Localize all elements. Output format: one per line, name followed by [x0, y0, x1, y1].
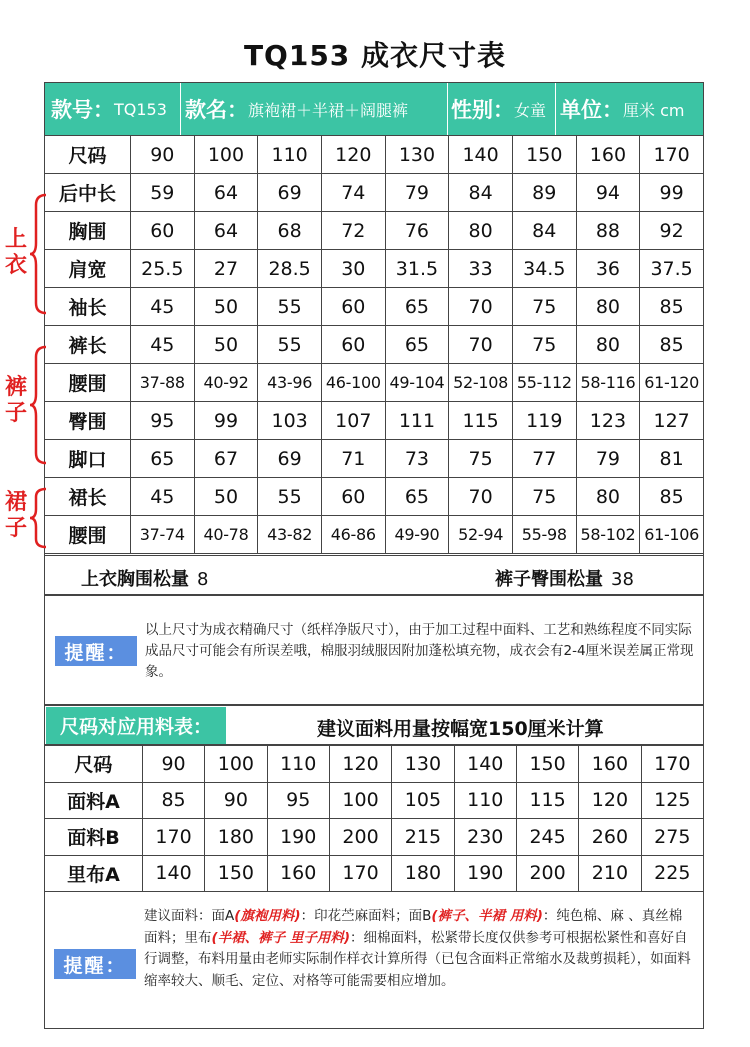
- fabric-cell: 160: [579, 746, 641, 783]
- size-row-label: 袖长: [45, 288, 131, 326]
- fabric-cell: 170: [142, 819, 204, 856]
- size-cell: 74: [321, 174, 385, 212]
- size-cell: 55: [258, 288, 322, 326]
- size-cell: 37-74: [130, 516, 194, 554]
- size-cell: 30: [321, 250, 385, 288]
- size-cell: 80: [449, 212, 513, 250]
- page-title: TQ153 成衣尺寸表: [243, 39, 507, 72]
- ease-row: [44, 555, 704, 595]
- fabric-section-title: 建议面料用量按幅宽150厘米计算: [317, 718, 604, 740]
- fabric-note-highlight: (裤子、半裙 用料): [431, 908, 543, 924]
- size-cell: 160: [576, 136, 640, 174]
- size-cell: 150: [512, 136, 576, 174]
- top-ease-label: 上衣胸围松量: [81, 569, 189, 590]
- size-row: [45, 402, 704, 440]
- top-bracket: [30, 193, 50, 315]
- size-row: [45, 440, 704, 478]
- skirt-side-label: 裙子: [4, 490, 27, 541]
- size-cell: 46-86: [321, 516, 385, 554]
- size-cell: 80: [576, 326, 640, 364]
- fabric-cell: 170: [641, 746, 703, 783]
- size-cell: 59: [130, 174, 194, 212]
- size-cell: 43-82: [258, 516, 322, 554]
- gender-label: 性别：: [451, 98, 514, 122]
- pants-ease: [495, 565, 634, 591]
- size-cell: 67: [194, 440, 258, 478]
- size-cell: 61-120: [640, 364, 704, 402]
- notice-box: [44, 595, 704, 705]
- size-row-label: 腰围: [45, 364, 131, 402]
- fabric-cell: 230: [454, 819, 516, 856]
- size-cell: 69: [258, 440, 322, 478]
- fabric-cell: 115: [516, 782, 578, 819]
- fabric-cell: 225: [641, 855, 703, 892]
- size-cell: 50: [194, 478, 258, 516]
- size-cell: 64: [194, 212, 258, 250]
- fabric-note-highlight: (旗袍用料): [234, 908, 301, 924]
- style-no-label: 款号：: [51, 98, 114, 122]
- fabric-cell: 140: [454, 746, 516, 783]
- fabric-cell: 120: [579, 782, 641, 819]
- fabric-cell: 170: [329, 855, 391, 892]
- top-side-label: 上衣: [4, 227, 27, 278]
- fabric-cell: 150: [516, 746, 578, 783]
- size-cell: 111: [385, 402, 449, 440]
- size-cell: 40-78: [194, 516, 258, 554]
- size-row: [45, 478, 704, 516]
- fabric-cell: 260: [579, 819, 641, 856]
- fabric-cell: 200: [329, 819, 391, 856]
- gender-value: 女童: [514, 100, 547, 120]
- size-cell: 27: [194, 250, 258, 288]
- style-no-value: TQ153: [114, 99, 167, 119]
- fabric-cell: 275: [641, 819, 703, 856]
- fabric-cell: 105: [392, 782, 454, 819]
- size-cell: 34.5: [512, 250, 576, 288]
- size-cell: 92: [640, 212, 704, 250]
- size-cell: 37.5: [640, 250, 704, 288]
- fabric-cell: 125: [641, 782, 703, 819]
- size-cell: 65: [385, 326, 449, 364]
- fabric-cell: 160: [267, 855, 329, 892]
- size-cell: 70: [449, 288, 513, 326]
- size-cell: 55: [258, 478, 322, 516]
- size-row-label: 肩宽: [45, 250, 131, 288]
- size-cell: 75: [512, 288, 576, 326]
- size-cell: 65: [385, 288, 449, 326]
- size-cell: 69: [258, 174, 322, 212]
- size-cell: 130: [385, 136, 449, 174]
- fabric-row-label: 里布A: [45, 855, 143, 892]
- size-cell: 95: [130, 402, 194, 440]
- fabric-row-label: 面料B: [45, 819, 143, 856]
- fabric-note-highlight: (半裙、裤子 里子用料): [211, 929, 351, 946]
- size-cell: 31.5: [385, 250, 449, 288]
- size-cell: 88: [576, 212, 640, 250]
- fabric-note-part: ：纯色棉、麻 、真丝棉 面料；里布: [144, 908, 683, 946]
- size-cell: 50: [194, 326, 258, 364]
- fabric-cell: 200: [516, 855, 578, 892]
- size-cell: 49-90: [385, 516, 449, 554]
- fabric-cell: 100: [329, 782, 391, 819]
- size-cell: 58-102: [576, 516, 640, 554]
- size-cell: 52-108: [449, 364, 513, 402]
- size-cell: 25.5: [130, 250, 194, 288]
- fabric-note-part: ：印花苎麻面料；面B: [300, 908, 432, 924]
- size-cell: 72: [321, 212, 385, 250]
- size-cell: 89: [512, 174, 576, 212]
- pants-ease-label: 裤子臀围松量: [495, 569, 603, 590]
- size-cell: 77: [512, 440, 576, 478]
- size-cell: 94: [576, 174, 640, 212]
- size-cell: 80: [576, 478, 640, 516]
- size-cell: 61-106: [640, 516, 704, 554]
- size-row: [45, 326, 704, 364]
- size-cell: 76: [385, 212, 449, 250]
- size-cell: 75: [512, 478, 576, 516]
- fabric-cell: 130: [392, 746, 454, 783]
- unit-value: 厘米 cm: [623, 100, 685, 120]
- size-cell: 55-98: [512, 516, 576, 554]
- size-cell: 85: [640, 288, 704, 326]
- fabric-table: [44, 745, 704, 892]
- size-row-label: 后中长: [45, 174, 131, 212]
- fabric-cell: 180: [392, 855, 454, 892]
- unit-label: 单位：: [560, 98, 623, 122]
- size-cell: 170: [640, 136, 704, 174]
- fabric-note-part: 建议面料：面A: [144, 908, 235, 924]
- size-row-label: 胸围: [45, 212, 131, 250]
- size-cell: 103: [258, 402, 322, 440]
- fabric-cell: 95: [267, 782, 329, 819]
- size-cell: 119: [512, 402, 576, 440]
- style-name-value: 旗袍裙＋半裙＋阔腿裤: [248, 100, 409, 120]
- size-cell: 107: [321, 402, 385, 440]
- size-cell: 73: [385, 440, 449, 478]
- unit-cell: [556, 83, 703, 135]
- size-table: [44, 135, 704, 554]
- size-cell: 46-100: [321, 364, 385, 402]
- fabric-row: [45, 855, 704, 892]
- size-row: [45, 250, 704, 288]
- fabric-row: [45, 782, 704, 819]
- fabric-row-label: 面料A: [45, 782, 143, 819]
- size-cell: 55: [258, 326, 322, 364]
- size-cell: 64: [194, 174, 258, 212]
- size-cell: 33: [449, 250, 513, 288]
- size-cell: 60: [321, 326, 385, 364]
- fabric-cell: 90: [205, 782, 267, 819]
- size-cell: 79: [576, 440, 640, 478]
- fabric-row: [45, 819, 704, 856]
- fabric-note-part: ：细棉面料，松紧带长度仅供参考可根据松紧性和喜好自行调整，布料用量由老师实际制作样衣计算所得（已包含面料正常缩水及裁剪损耗），如面料缩率较大、顺毛、定位、对格等可能需要相应增加。: [144, 929, 691, 989]
- style-name-label: 款名：: [185, 98, 248, 122]
- style-no-cell: [45, 83, 181, 135]
- size-cell: 60: [130, 212, 194, 250]
- fabric-cell: 90: [142, 746, 204, 783]
- size-cell: 99: [640, 174, 704, 212]
- size-cell: 99: [194, 402, 258, 440]
- fabric-cell: 140: [142, 855, 204, 892]
- size-cell: 90: [130, 136, 194, 174]
- fabric-cell: 190: [267, 819, 329, 856]
- size-cell: 70: [449, 326, 513, 364]
- size-cell: 84: [512, 212, 576, 250]
- fabric-notice-badge: 提醒：: [54, 949, 136, 979]
- size-cell: 28.5: [258, 250, 322, 288]
- size-cell: 65: [130, 440, 194, 478]
- fabric-row: [45, 746, 704, 783]
- size-cell: 60: [321, 478, 385, 516]
- skirt-bracket: [30, 487, 50, 549]
- size-cell: 60: [321, 288, 385, 326]
- fabric-cell: 150: [205, 855, 267, 892]
- size-cell: 100: [194, 136, 258, 174]
- size-cell: 37-88: [130, 364, 194, 402]
- size-cell: 71: [321, 440, 385, 478]
- size-row-label: 尺码: [45, 136, 131, 174]
- size-cell: 65: [385, 478, 449, 516]
- header-bar: [45, 83, 703, 135]
- size-cell: 85: [640, 478, 704, 516]
- top-ease-value: 8: [197, 569, 209, 590]
- size-cell: 68: [258, 212, 322, 250]
- fabric-cell: 85: [142, 782, 204, 819]
- pants-ease-value: 38: [611, 569, 634, 590]
- size-row-label: 腰围: [45, 516, 131, 554]
- size-cell: 85: [640, 326, 704, 364]
- size-row: [45, 136, 704, 174]
- fabric-section-bar: [44, 705, 704, 745]
- size-row: [45, 174, 704, 212]
- size-row-label: 脚口: [45, 440, 131, 478]
- style-name-cell: [181, 83, 448, 135]
- size-cell: 81: [640, 440, 704, 478]
- size-cell: 123: [576, 402, 640, 440]
- size-cell: 55-112: [512, 364, 576, 402]
- fabric-section-tag: 尺码对应用料表：: [46, 707, 226, 744]
- size-cell: 80: [576, 288, 640, 326]
- size-cell: 52-94: [449, 516, 513, 554]
- gender-cell: [448, 83, 556, 135]
- size-cell: 43-96: [258, 364, 322, 402]
- size-row: [45, 364, 704, 402]
- pants-bracket: [30, 345, 50, 465]
- size-row: [45, 212, 704, 250]
- notice-badge: 提醒：: [55, 636, 137, 666]
- size-cell: 115: [449, 402, 513, 440]
- size-cell: 40-92: [194, 364, 258, 402]
- size-cell: 45: [130, 326, 194, 364]
- fabric-cell: 215: [392, 819, 454, 856]
- fabric-cell: 110: [454, 782, 516, 819]
- size-row: [45, 516, 704, 554]
- size-cell: 120: [321, 136, 385, 174]
- fabric-cell: 210: [579, 855, 641, 892]
- size-cell: 45: [130, 288, 194, 326]
- size-cell: 36: [576, 250, 640, 288]
- fabric-cell: 180: [205, 819, 267, 856]
- pants-side-label: 裤子: [4, 375, 27, 426]
- size-cell: 45: [130, 478, 194, 516]
- size-row-label: 裤长: [45, 326, 131, 364]
- size-cell: 58-116: [576, 364, 640, 402]
- fabric-cell: 190: [454, 855, 516, 892]
- fabric-row-label: 尺码: [45, 746, 143, 783]
- fabric-notice-box: [44, 891, 704, 1029]
- size-cell: 70: [449, 478, 513, 516]
- size-cell: 49-104: [385, 364, 449, 402]
- fabric-cell: 120: [329, 746, 391, 783]
- size-cell: 110: [258, 136, 322, 174]
- size-cell: 140: [449, 136, 513, 174]
- size-cell: 127: [640, 402, 704, 440]
- size-cell: 75: [449, 440, 513, 478]
- notice-text: 以上尺寸为成衣精确尺寸（纸样净版尺寸），由于加工过程中面料、工艺和熟练程度不同实际成品尺寸可能会有所误差哦，棉服羽绒服因附加蓬松填充物，成衣会有2-4厘米误差属正常现象。: [145, 622, 694, 680]
- size-cell: 50: [194, 288, 258, 326]
- size-row: [45, 288, 704, 326]
- top-ease: [81, 565, 208, 591]
- fabric-cell: 100: [205, 746, 267, 783]
- size-cell: 75: [512, 326, 576, 364]
- fabric-cell: 245: [516, 819, 578, 856]
- fabric-cell: 110: [267, 746, 329, 783]
- size-row-label: 臀围: [45, 402, 131, 440]
- size-cell: 79: [385, 174, 449, 212]
- fabric-notice-text: [144, 906, 696, 992]
- size-cell: 84: [449, 174, 513, 212]
- size-row-label: 裙长: [45, 478, 131, 516]
